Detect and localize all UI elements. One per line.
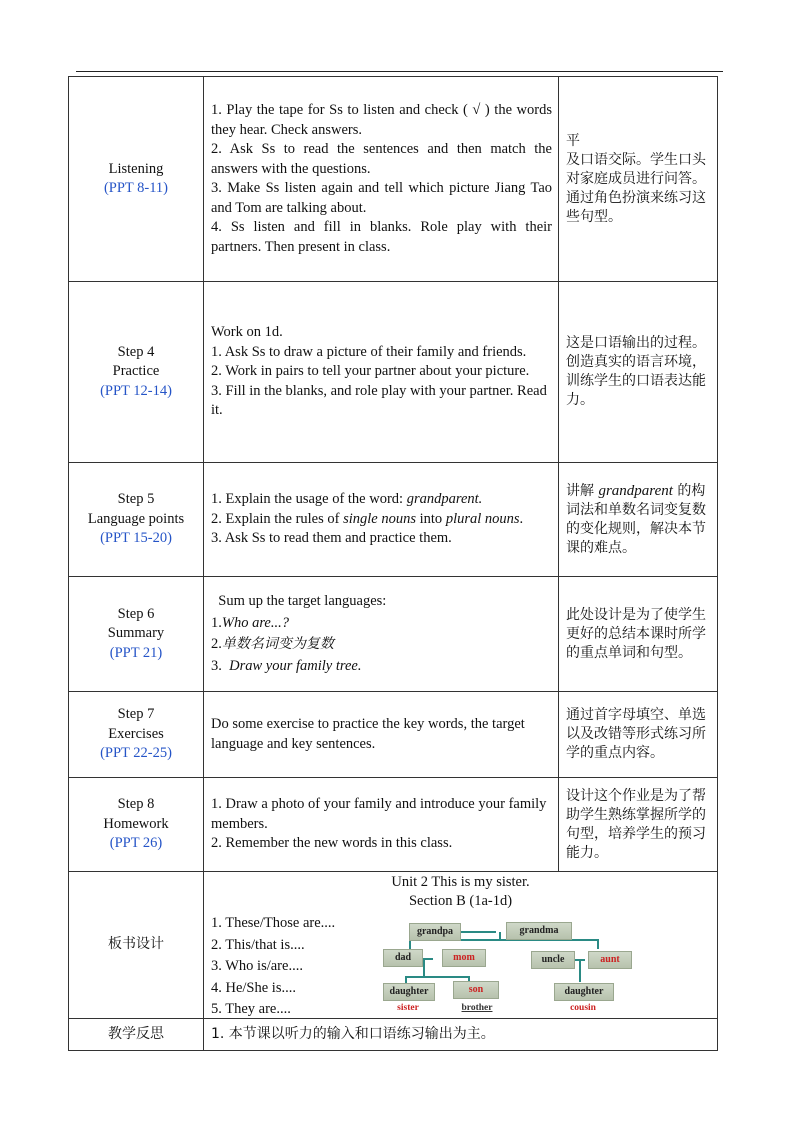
node-daughter: daughter bbox=[383, 983, 435, 1001]
step-number: Step 6 bbox=[117, 605, 155, 622]
step-number: Step 5 bbox=[117, 491, 155, 508]
tree-line bbox=[597, 939, 599, 949]
node-dad: dad bbox=[383, 949, 423, 967]
node-mom: mom bbox=[442, 949, 486, 967]
lesson-plan-table bbox=[68, 76, 718, 1051]
text-run: Who are...? bbox=[221, 614, 289, 631]
board-subtitle: Section B (1a-1d) bbox=[408, 893, 513, 909]
table-row bbox=[69, 282, 718, 463]
step-cell bbox=[69, 778, 204, 872]
step-cell bbox=[69, 577, 204, 692]
purpose-text: 这是口语输出的过程。创造真实的语言环境，训练学生的口语表达能力。 bbox=[559, 282, 718, 463]
content-cell bbox=[204, 282, 559, 463]
node-daughter: daughter bbox=[554, 983, 614, 1001]
term-plural-nouns: plural nouns bbox=[445, 510, 520, 527]
text-run: 1. Explain the usage of the word: bbox=[211, 491, 407, 508]
content-cell bbox=[204, 778, 559, 872]
content-line: Sum up the target languages: bbox=[211, 593, 387, 609]
node-son: son bbox=[453, 981, 499, 999]
step-name: Homework bbox=[103, 815, 169, 832]
ppt-ref: (PPT 21) bbox=[109, 644, 163, 661]
node-uncle: uncle bbox=[531, 951, 575, 969]
content-cell bbox=[204, 692, 559, 778]
step-number: Step 7 bbox=[117, 706, 155, 723]
content-line: 3. Ask Ss to read them and practice them. bbox=[211, 530, 452, 547]
term-single-nouns: single nouns bbox=[343, 510, 416, 527]
content-line: 1. Draw a photo of your family and introduce your family members. bbox=[211, 796, 547, 832]
text-run: Draw your family tree. bbox=[229, 657, 362, 674]
content-line: 2. Ask Ss to read the sentences and then match the answers with the questions. bbox=[211, 141, 552, 177]
label-cousin: cousin bbox=[570, 1003, 596, 1013]
content-line: 2. Work in pairs to tell your partner about your picture. bbox=[211, 363, 530, 380]
list-item: 1. These/Those are.... bbox=[211, 915, 336, 931]
text-run: 1. bbox=[211, 614, 222, 631]
board-title: Unit 2 This is my sister. bbox=[391, 874, 530, 890]
table-row bbox=[69, 463, 718, 577]
label-brother: brother bbox=[461, 1003, 493, 1013]
content-cell bbox=[204, 577, 559, 692]
list-item: 4. He/She is.... bbox=[211, 979, 296, 996]
tree-line bbox=[579, 960, 581, 982]
node-grandma: grandma bbox=[506, 922, 572, 940]
table-row bbox=[69, 778, 718, 872]
step-name: Listening bbox=[108, 160, 164, 177]
table-row bbox=[69, 77, 718, 282]
content-line: 1. Ask Ss to draw a picture of their family and friends. bbox=[211, 343, 527, 360]
step-cell bbox=[69, 692, 204, 778]
tree-line bbox=[423, 959, 425, 977]
text-run: 2. Explain the rules of bbox=[211, 510, 344, 527]
label-sister: sister bbox=[397, 1003, 419, 1013]
list-item: 3. Who is/are.... bbox=[211, 958, 303, 974]
text-run: 讲解 bbox=[566, 482, 599, 499]
term-grandparent: grandparent. bbox=[406, 491, 483, 508]
purpose-text: 平 及口语交际。学生口头对家庭成员进行问答。通过角色扮演来练习这些句型。 bbox=[559, 77, 718, 282]
content-line: 3. Fill in the blanks, and role play with your partner. Read it. bbox=[211, 382, 547, 419]
purpose-cell bbox=[559, 463, 718, 577]
step-number: Step 8 bbox=[117, 796, 155, 813]
board-sentence-list bbox=[211, 913, 335, 1021]
reflection-label: 教学反思 bbox=[69, 1019, 204, 1051]
table-row bbox=[69, 577, 718, 692]
node-aunt: aunt bbox=[588, 951, 632, 969]
purpose-text: 通过首字母填空、单选以及改错等形式练习所学的重点内容。 bbox=[559, 692, 718, 778]
content-line: Work on 1d. bbox=[211, 324, 283, 341]
step-name: Language points bbox=[87, 510, 185, 527]
text-run: 的构词法和单数名词变复数的变化规则，解决本节课的难点。 bbox=[566, 482, 706, 556]
ppt-ref: (PPT 12-14) bbox=[100, 382, 172, 399]
text-run: 3. bbox=[211, 657, 230, 674]
step-name: Exercises bbox=[108, 725, 164, 742]
board-cell bbox=[204, 872, 718, 1019]
tree-line bbox=[405, 976, 469, 978]
content-line bbox=[211, 510, 552, 530]
table-row bbox=[69, 1019, 718, 1051]
content-line: Do some exercise to practice the key words, the target language and key sentences. bbox=[211, 716, 525, 752]
board-label: 板书设计 bbox=[69, 872, 204, 1019]
purpose-text: 此处设计是为了使学生更好的总结本课时所学的重点单词和句型。 bbox=[559, 577, 718, 692]
ppt-ref: (PPT 15-20) bbox=[100, 530, 172, 547]
content-line: 3. Make Ss listen again and tell which picture Jiang Tao and Tom are talking about. bbox=[211, 180, 552, 216]
text-run: 2. bbox=[211, 636, 222, 652]
step-name: Summary bbox=[107, 625, 165, 642]
step-cell bbox=[69, 282, 204, 463]
content-line bbox=[211, 613, 552, 635]
node-grandpa: grandpa bbox=[409, 923, 461, 941]
content-line: 1. Play the tape for Ss to listen and check ( √ ) the words they hear. Check answers. bbox=[211, 102, 552, 138]
header-rule bbox=[76, 71, 723, 72]
content-line bbox=[211, 656, 552, 678]
purpose-text: 设计这个作业是为了帮助学生熟练掌握所学的句型，培养学生的预习能力。 bbox=[559, 778, 718, 872]
content-line: 4. Ss listen and fill in blanks. Role play with their partners. Then present in class. bbox=[211, 219, 552, 255]
content-cell bbox=[204, 463, 559, 577]
content-line bbox=[211, 490, 552, 510]
text-run: 单数名词变为复数 bbox=[221, 636, 334, 652]
step-name: Practice bbox=[112, 363, 160, 380]
step-cell bbox=[69, 463, 204, 577]
reflection-text: 1. 本节课以听力的输入和口语练习输出为主。 bbox=[204, 1019, 718, 1051]
family-tree bbox=[379, 917, 651, 1015]
term-grandparent: grandparent bbox=[598, 482, 673, 499]
ppt-ref: (PPT 22-25) bbox=[100, 745, 172, 762]
ppt-ref: (PPT 8-11) bbox=[103, 180, 169, 196]
text-run: . bbox=[519, 510, 524, 527]
text-run: into bbox=[416, 510, 446, 527]
content-line bbox=[211, 634, 552, 656]
table-row bbox=[69, 872, 718, 1019]
list-item: 5. They are.... bbox=[211, 1001, 291, 1017]
step-cell bbox=[69, 77, 204, 282]
table-row bbox=[69, 692, 718, 778]
content-cell bbox=[204, 77, 559, 282]
list-item: 2. This/that is.... bbox=[211, 936, 305, 953]
step-number: Step 4 bbox=[117, 343, 155, 360]
content-line: 2. Remember the new words in this class. bbox=[211, 835, 453, 852]
ppt-ref: (PPT 26) bbox=[109, 835, 163, 852]
